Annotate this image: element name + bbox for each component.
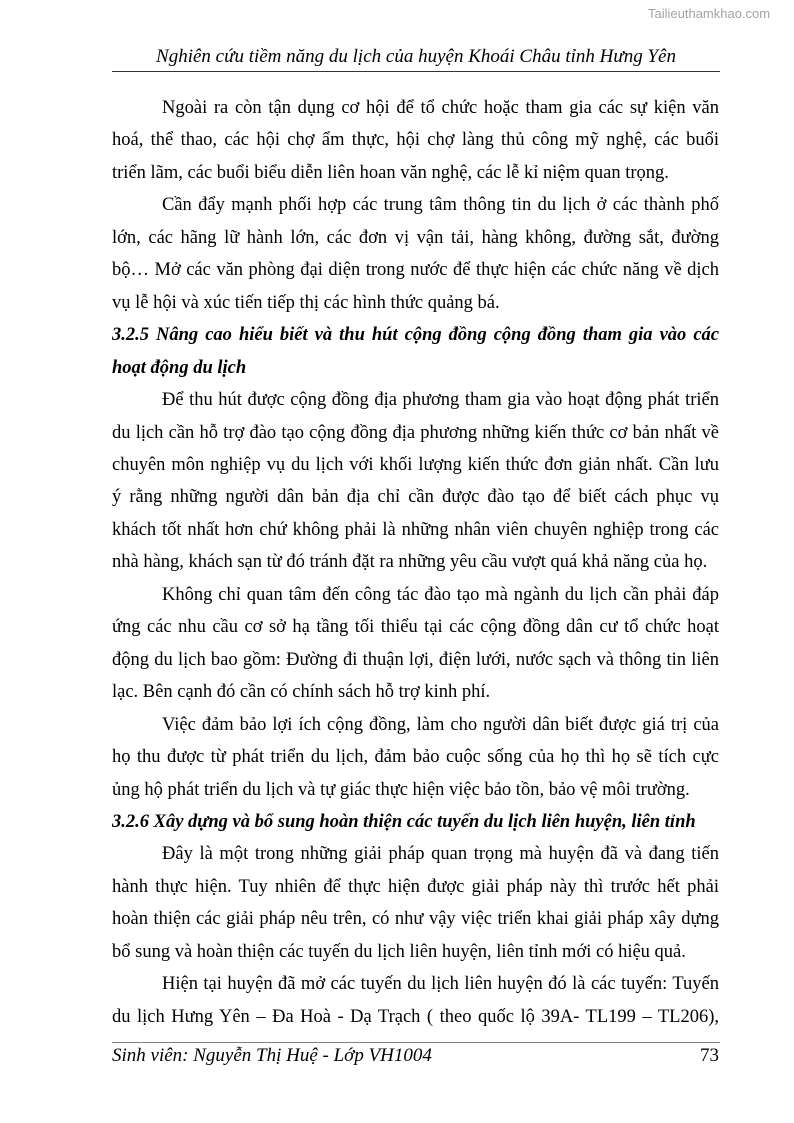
- text-line: du lịch cần hỗ trợ đào tạo cộng đồng địa phương những kiến thức cơ bản nhất về: [112, 422, 719, 443]
- watermark: Tailieuthamkhao.com: [648, 6, 771, 21]
- section-heading-3-2-6: [112, 806, 719, 838]
- text-line: Việc đảm bảo lợi ích cộng đồng, làm cho người dân biết được giá trị của: [162, 714, 719, 735]
- text-line: Không chỉ quan tâm đến công tác đào tạo mà ngành du lịch cần phải đáp: [162, 584, 719, 605]
- text-line: bổ sung và hoàn thiện các tuyến du lịch liên huyện, liên tỉnh mới có hiệu quả.: [112, 941, 686, 962]
- text-line: Hiện tại huyện đã mở các tuyến du lịch liên huyện đó là các tuyến: Tuyến: [162, 974, 719, 995]
- paragraph: [112, 579, 719, 709]
- paragraph: [112, 92, 719, 189]
- text-line: lạc. Bên cạnh đó cần có chính sách hỗ trợ kinh phí.: [112, 682, 491, 703]
- text-line: bộ… Mở các văn phòng đại diện trong nước để thực hiện các chức năng về dịch: [112, 260, 719, 281]
- running-header-title: Nghiên cứu tiềm năng du lịch của huyện Khoái Châu tỉnh Hưng Yên: [156, 46, 676, 67]
- text-line: nhà hàng, khách sạn từ đó tránh đặt ra những yêu cầu vượt quá khả năng của họ.: [112, 552, 708, 573]
- footer-author: Sinh viên: Nguyễn Thị Huệ - Lớp VH1004: [112, 1045, 432, 1066]
- text-line: triển lãm, các buổi biểu diễn liên hoan văn nghệ, các lễ kỉ niệm quan trọng.: [112, 162, 669, 183]
- text-line: hoàn thiện các giải pháp nêu trên, có như vậy việc triển khai giải pháp xây dựng: [112, 909, 719, 930]
- text-line: vụ lễ hội và xúc tiến tiếp thị các hình thức quảng bá.: [112, 292, 500, 313]
- text-line: du lịch Hưng Yên – Đa Hoà - Dạ Trạch ( theo quốc lộ 39A- TL199 – TL206),: [112, 1006, 719, 1027]
- text-line: Cần đẩy mạnh phối hợp các trung tâm thông tin du lịch ở các thành phố: [162, 195, 719, 216]
- heading-line: hoạt động du lịch: [112, 357, 247, 378]
- paragraph: [112, 968, 719, 1033]
- text-line: hoá, thể thao, các hội chợ ẩm thực, hội chợ làng thủ công mỹ nghệ, các buổi: [112, 130, 719, 151]
- page-body: [112, 92, 719, 1033]
- heading-line: 3.2.6 Xây dựng và bổ sung hoàn thiện các tuyến du lịch liên huyện, liên tỉnh: [112, 811, 696, 832]
- text-line: ủng hộ phát triển du lịch và tự giác thực hiện việc bảo tồn, bảo vệ môi trường.: [112, 779, 690, 800]
- text-line: hành thực hiện. Tuy nhiên để thực hiện được giải pháp này thì trước hết phải: [112, 876, 719, 897]
- text-line: Đây là một trong những giải pháp quan trọng mà huyện đã và đang tiến: [162, 844, 719, 865]
- heading-line: 3.2.5 Nâng cao hiểu biết và thu hút cộng đồng cộng đồng tham gia vào các: [112, 325, 719, 346]
- paragraph: [112, 384, 719, 579]
- paragraph: [112, 838, 719, 968]
- text-line: Để thu hút được cộng đồng địa phương tham gia vào hoạt động phát triển: [162, 390, 719, 411]
- text-line: chuyên môn nghiệp vụ du lịch với khối lượng kiến thức đơn giản nhất. Cần lưu: [112, 454, 719, 475]
- section-heading-3-2-5: [112, 319, 719, 384]
- text-line: Ngoài ra còn tận dụng cơ hội để tổ chức hoặc tham gia các sự kiện văn: [162, 98, 719, 118]
- text-line: họ thu được từ phát triển du lịch, đảm bảo cuộc sống của họ thì họ sẽ tích cực: [112, 747, 719, 768]
- text-line: khách tốt nhất hơn chứ không phải là những nhân viên chuyên nghiệp trong các: [112, 519, 719, 540]
- footer-divider: [112, 1042, 720, 1043]
- text-line: ý rằng những người dân bản địa chỉ cần được đào tạo để biết cách phục vụ: [112, 487, 719, 508]
- paragraph: [112, 709, 719, 806]
- paragraph: [112, 189, 719, 319]
- text-line: lớn, các hãng lữ hành lớn, các đơn vị vận tải, hàng không, đường sắt, đường: [112, 227, 719, 248]
- text-line: ứng các nhu cầu cơ sở hạ tầng tối thiểu tại các cộng đồng dân cư tổ chức hoạt: [112, 617, 719, 638]
- text-line: động du lịch bao gồm: Đường đi thuận lợi, điện lưới, nước sạch và thông tin liên: [112, 649, 719, 670]
- header-divider: [112, 71, 720, 72]
- page-number: 73: [700, 1045, 719, 1066]
